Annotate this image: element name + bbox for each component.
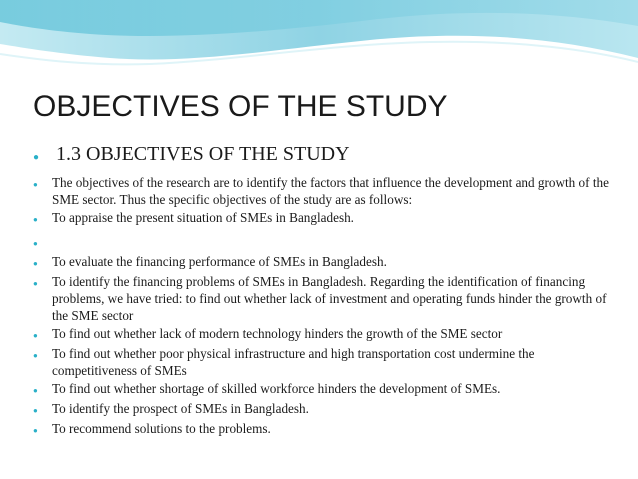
list-item [33,229,613,252]
bullet-icon: ● [33,152,40,163]
bullet-icon: ● [33,215,38,224]
slide-content [33,142,613,440]
list-item [33,380,613,399]
list-item [33,174,613,208]
bullet-icon: ● [33,239,38,248]
list-item [33,345,613,379]
list-item [33,325,613,344]
section-heading [33,142,613,170]
decorative-wave-banner [0,0,638,80]
bullet-icon: ● [33,331,38,340]
list-item [33,420,613,439]
list-item-text: To evaluate the financing performance of SMEs in Bangladesh. [52,254,387,269]
list-item [33,209,613,228]
list-item-text: To find out whether lack of modern technology hinders the growth of the SME sector [52,326,503,341]
objectives-list [33,174,613,439]
list-item [33,253,613,272]
list-item [33,273,613,324]
bullet-icon: ● [33,351,38,360]
list-item-text: To find out whether shortage of skilled workforce hinders the development of SMEs. [52,381,501,396]
list-item-text: To appraise the present situation of SMEs in Bangladesh. [52,210,354,225]
bullet-icon: ● [33,180,38,189]
bullet-icon: ● [33,259,38,268]
list-item [33,400,613,419]
bullet-icon: ● [33,426,38,435]
bullet-icon: ● [33,406,38,415]
list-item-text [52,229,613,246]
list-item-text: To identify the financing problems of SMEs in Bangladesh. Regarding the identification of financing problems, we have tried: to find out whether lack of investment and operating funds hinder the growth of the SME sector [52,274,607,323]
bullet-icon: ● [33,386,38,395]
section-heading-text: 1.3 OBJECTIVES OF THE STUDY [56,143,350,165]
list-item-text: To recommend solutions to the problems. [52,421,271,436]
slide-title: OBJECTIVES OF THE STUDY [33,90,448,123]
list-item-text: To identify the prospect of SMEs in Bangladesh. [52,401,309,416]
list-item-text: To find out whether poor physical infrastructure and high transportation cost undermine the competitiveness of SMEs [52,346,535,378]
list-item-text: The objectives of the research are to identify the factors that influence the development and growth of the SME sector. Thus the specific objectives of the study are as follows: [52,175,609,207]
bullet-icon: ● [33,279,38,288]
